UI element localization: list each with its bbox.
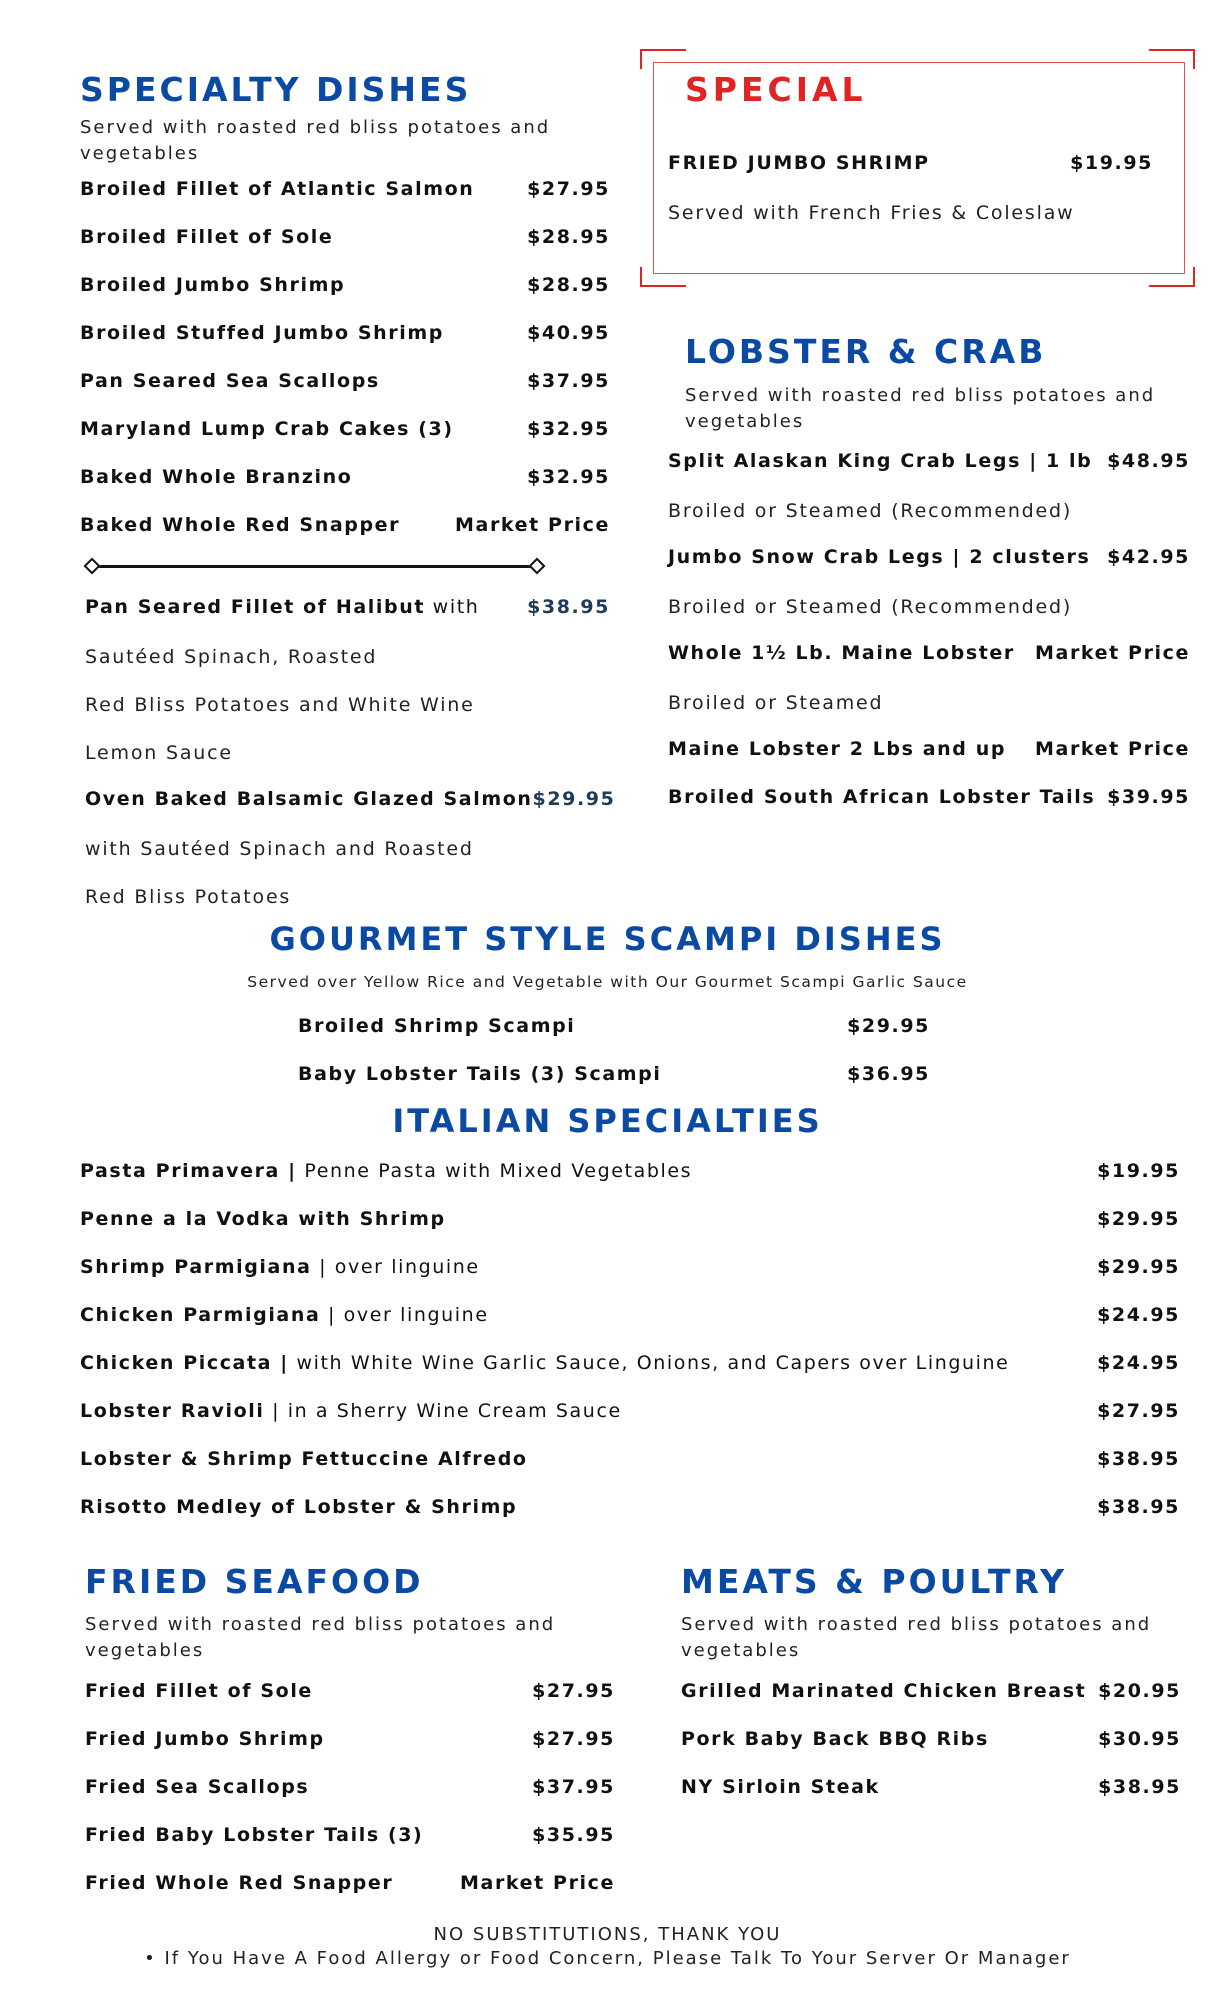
meats-subtitle: Served with roasted red bliss potatoes and vegetables — [681, 1614, 1152, 1661]
item-desc: | in a Sherry Wine Cream Sauce — [264, 1400, 622, 1422]
item-price: $38.95 — [527, 596, 610, 618]
item-price: Market Price — [455, 514, 610, 536]
meats-title: MEATS & POULTRY — [681, 1562, 1068, 1601]
item-name: Penne a la Vodka with Shrimp — [80, 1208, 446, 1230]
item-price: $48.95 — [1107, 450, 1190, 472]
item-desc-line: with Sautéed Spinach and Roasted — [85, 838, 474, 860]
item-name: Broiled Shrimp Scampi — [298, 1015, 576, 1037]
item-name: Pasta Primavera | Penne Pasta with Mixed Vegetables — [80, 1160, 693, 1182]
item-price: $38.95 — [1097, 1448, 1180, 1470]
menu-item — [80, 226, 610, 256]
menu-item-halibut — [85, 596, 610, 626]
item-price: $29.95 — [847, 1015, 930, 1037]
item-price: $42.95 — [1107, 546, 1190, 568]
item-desc-line: Sautéed Spinach, Roasted — [85, 646, 378, 668]
menu-item — [668, 738, 1190, 768]
item-price: Market Price — [1035, 738, 1190, 760]
menu-item — [681, 1776, 1181, 1806]
item-name: Pan Seared Fillet of Halibut with — [85, 596, 480, 618]
item-desc: | over linguine — [320, 1304, 489, 1326]
menu-item — [80, 274, 610, 304]
menu-item — [80, 514, 610, 544]
scampi-subtitle: Served over Yellow Rice and Vegetable with Our Gourmet Scampi Garlic Sauce — [247, 973, 968, 991]
item-note: Broiled or Steamed (Recommended) — [668, 500, 1073, 522]
footer-allergy-note: • If You Have A Food Allergy or Food Concern, Please Talk To Your Server Or Manager — [144, 1948, 1071, 1969]
item-price: $37.95 — [532, 1776, 615, 1798]
item-price: $29.95 — [1097, 1208, 1180, 1230]
item-name: Fried Fillet of Sole — [85, 1680, 313, 1702]
menu-item — [80, 1160, 1180, 1190]
menu-item — [298, 1063, 930, 1093]
menu-item — [80, 1400, 1180, 1430]
fried-subtitle: Served with roasted red bliss potatoes and vegetables — [85, 1614, 556, 1661]
special-title: SPECIAL — [685, 70, 867, 109]
item-name: Lobster & Shrimp Fettuccine Alfredo — [80, 1448, 528, 1470]
item-price: $37.95 — [527, 370, 610, 392]
special-corner-tr — [1149, 49, 1195, 69]
item-price: $27.95 — [532, 1728, 615, 1750]
menu-item — [668, 786, 1190, 816]
item-name: Fried Baby Lobster Tails (3) — [85, 1824, 424, 1846]
scampi-title: GOURMET STYLE SCAMPI DISHES — [269, 920, 946, 958]
item-desc-line: Lemon Sauce — [85, 742, 233, 764]
menu-item — [80, 1208, 1180, 1238]
item-name: Whole 1½ Lb. Maine Lobster — [668, 642, 1015, 664]
divider-diamond-right — [529, 558, 546, 575]
special-desc: Served with French Fries & Coleslaw — [668, 202, 1075, 224]
menu-item-balsamic — [85, 788, 616, 818]
menu-item — [80, 322, 610, 352]
menu-item — [298, 1015, 930, 1045]
menu-item — [80, 1448, 1180, 1478]
item-price: $36.95 — [847, 1063, 930, 1085]
menu-item — [80, 418, 610, 448]
item-name: Broiled Fillet of Atlantic Salmon — [80, 178, 475, 200]
item-price: $28.95 — [527, 226, 610, 248]
item-desc: | over linguine — [311, 1256, 480, 1278]
item-name: Grilled Marinated Chicken Breast — [681, 1680, 1087, 1702]
divider-diamond-left — [84, 558, 101, 575]
menu-item — [80, 178, 610, 208]
item-name: Pork Baby Back BBQ Ribs — [681, 1728, 989, 1750]
item-price: $29.95 — [532, 788, 616, 810]
item-name: Maine Lobster 2 Lbs and up — [668, 738, 1007, 760]
item-name: Broiled South African Lobster Tails — [668, 786, 1096, 808]
special-item — [668, 152, 1153, 182]
item-name: NY Sirloin Steak — [681, 1776, 880, 1798]
menu-item — [85, 1680, 615, 1710]
item-price: $27.95 — [527, 178, 610, 200]
item-name: Chicken Parmigiana | over linguine — [80, 1304, 489, 1326]
menu-item — [668, 546, 1190, 576]
item-name: Risotto Medley of Lobster & Shrimp — [80, 1496, 518, 1518]
item-name: Broiled Fillet of Sole — [80, 226, 334, 248]
item-name: Baked Whole Red Snapper — [80, 514, 401, 536]
item-desc: Penne Pasta with Mixed Vegetables — [296, 1160, 693, 1182]
item-name: Lobster Ravioli | in a Sherry Wine Cream Sauce — [80, 1400, 622, 1422]
item-price: $20.95 — [1098, 1680, 1181, 1702]
item-price: $29.95 — [1097, 1256, 1180, 1278]
item-name: FRIED JUMBO SHRIMP — [668, 152, 930, 174]
menu-item — [80, 1496, 1180, 1526]
item-desc-line: Red Bliss Potatoes — [85, 886, 292, 908]
menu-item — [80, 1256, 1180, 1286]
item-price: $38.95 — [1098, 1776, 1181, 1798]
item-name: Broiled Stuffed Jumbo Shrimp — [80, 322, 444, 344]
fried-title: FRIED SEAFOOD — [85, 1562, 424, 1601]
item-price: $35.95 — [532, 1824, 615, 1846]
item-desc: with — [425, 596, 480, 618]
special-corner-tl — [640, 49, 686, 69]
item-price: $24.95 — [1097, 1304, 1180, 1326]
menu-item — [681, 1728, 1181, 1758]
special-corner-bl — [640, 267, 686, 287]
menu-item — [80, 1304, 1180, 1334]
menu-item — [85, 1728, 615, 1758]
lobster-title: LOBSTER & CRAB — [685, 332, 1047, 371]
menu-item — [681, 1680, 1181, 1710]
item-name: Split Alaskan King Crab Legs | 1 lb — [668, 450, 1093, 472]
italian-title: ITALIAN SPECIALTIES — [392, 1102, 823, 1140]
item-price: $27.95 — [1097, 1400, 1180, 1422]
item-price: Market Price — [1035, 642, 1190, 664]
menu-item — [85, 1824, 615, 1854]
menu-item — [80, 466, 610, 496]
special-corner-br — [1149, 267, 1195, 287]
item-name: Broiled Jumbo Shrimp — [80, 274, 346, 296]
lobster-subtitle: Served with roasted red bliss potatoes and vegetables — [685, 385, 1156, 432]
item-desc-line: Red Bliss Potatoes and White Wine — [85, 694, 475, 716]
item-price: $40.95 — [527, 322, 610, 344]
menu-item — [85, 1776, 615, 1806]
item-name: Shrimp Parmigiana | over linguine — [80, 1256, 480, 1278]
item-price: $28.95 — [527, 274, 610, 296]
item-name: Baby Lobster Tails (3) Scampi — [298, 1063, 662, 1085]
menu-item — [668, 642, 1190, 672]
item-name: Pan Seared Sea Scallops — [80, 370, 380, 392]
item-note: Broiled or Steamed (Recommended) — [668, 596, 1073, 618]
item-price: Market Price — [460, 1872, 615, 1894]
item-name: Maryland Lump Crab Cakes (3) — [80, 418, 454, 440]
menu-item — [668, 450, 1190, 480]
item-name: Fried Whole Red Snapper — [85, 1872, 394, 1894]
item-name: Oven Baked Balsamic Glazed Salmon — [85, 788, 533, 810]
item-price: $32.95 — [527, 418, 610, 440]
footer-no-substitutions: NO SUBSTITUTIONS, THANK YOU — [433, 1924, 782, 1945]
menu-item — [80, 1352, 1180, 1382]
menu-item — [80, 370, 610, 400]
item-desc: with White Wine Garlic Sauce, Onions, and Capers over Linguine — [288, 1352, 1010, 1374]
menu-item — [85, 1872, 615, 1902]
item-price: $19.95 — [1097, 1160, 1180, 1182]
item-price: $30.95 — [1098, 1728, 1181, 1750]
item-name: Baked Whole Branzino — [80, 466, 353, 488]
item-price: $27.95 — [532, 1680, 615, 1702]
item-price: $19.95 — [1070, 152, 1153, 174]
item-name: Jumbo Snow Crab Legs | 2 clusters — [668, 546, 1091, 568]
item-name: Chicken Piccata | with White Wine Garlic Sauce, Onions, and Capers over Linguine — [80, 1352, 1010, 1374]
item-price: $32.95 — [527, 466, 610, 488]
item-price: $24.95 — [1097, 1352, 1180, 1374]
item-price: $38.95 — [1097, 1496, 1180, 1518]
section-divider — [92, 565, 536, 568]
item-name: Fried Sea Scallops — [85, 1776, 310, 1798]
item-note: Broiled or Steamed — [668, 692, 884, 714]
specialty-subtitle: Served with roasted red bliss potatoes and vegetables — [80, 117, 551, 164]
item-name: Fried Jumbo Shrimp — [85, 1728, 325, 1750]
specialty-title: SPECIALTY DISHES — [80, 70, 472, 109]
item-price: $39.95 — [1107, 786, 1190, 808]
